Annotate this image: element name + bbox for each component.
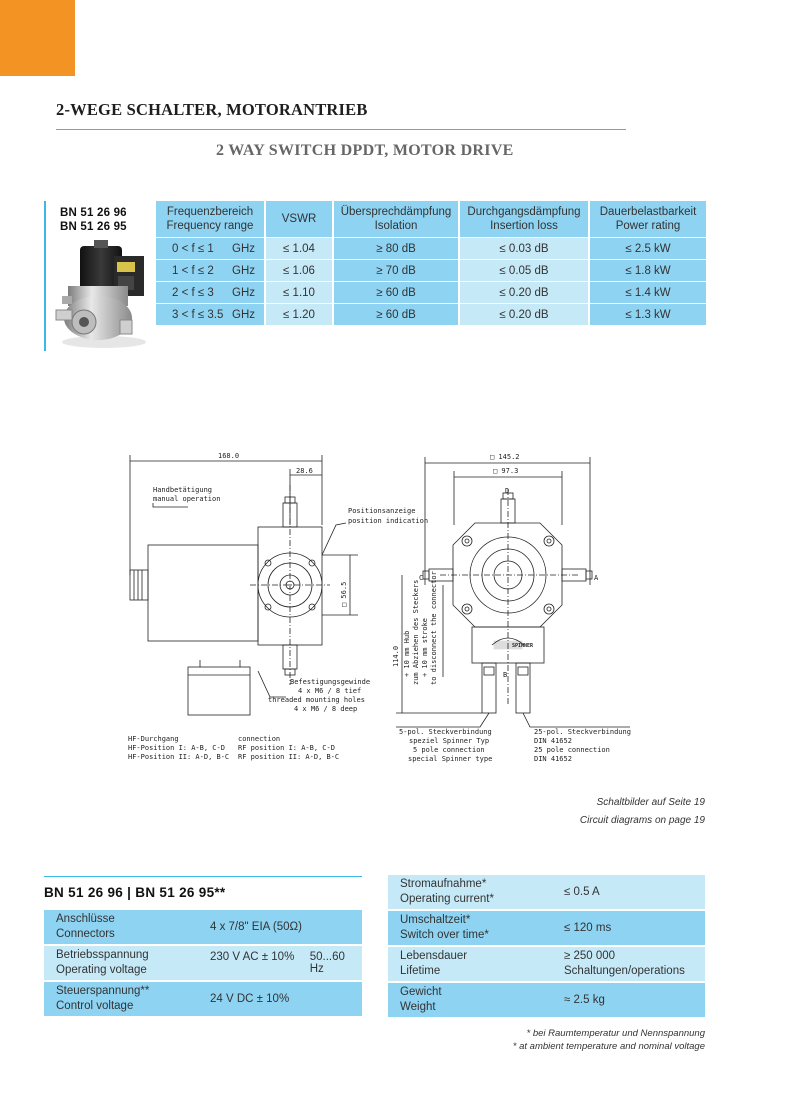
spec-key: Steuerspannung** Control voltage <box>56 985 150 1012</box>
label-mount-en2: 4 x M6 / 8 deep <box>294 705 358 713</box>
conn25-1: 25-pol. Steckverbindung <box>534 728 631 736</box>
vswr-cell: ≤ 1.06 <box>265 260 333 282</box>
stroke-de2: zum Abziehen des Steckers <box>412 579 420 685</box>
hf-de-1: HF-Durchgang <box>128 735 179 743</box>
conn25-2: DIN 41652 <box>534 737 572 745</box>
isolation-cell: ≥ 80 dB <box>333 238 459 260</box>
isolation-cell: ≥ 60 dB <box>333 282 459 304</box>
conn5-3: 5 pole connection <box>413 746 485 754</box>
spec-key: Stromaufnahme* Operating current* <box>400 878 494 905</box>
title-divider <box>56 129 626 130</box>
port-c: C <box>419 574 424 582</box>
spec-key: Lebensdauer Lifetime <box>400 950 468 977</box>
spec-row-lifetime <box>388 947 705 981</box>
label-pos-en: position indication <box>348 517 429 525</box>
product-photo <box>54 238 156 350</box>
port-a: A <box>594 574 599 582</box>
insertion-loss-cell: ≤ 0.20 dB <box>459 304 589 326</box>
bottom-model-title: BN 51 26 96 | BN 51 26 95** <box>44 885 226 900</box>
spec-key: Umschaltzeit* Switch over time* <box>400 914 489 941</box>
power-cell: ≤ 1.3 kW <box>589 304 706 326</box>
freq-cell: 3 < f ≤ 3.5 GHz <box>156 304 265 326</box>
port-b: B <box>503 671 508 679</box>
stroke-de1: + 10 mm Hub <box>403 630 411 677</box>
dim-168: 168.0 <box>218 452 240 460</box>
hf-de-3: HF-Position II: A-D, B-C <box>128 753 230 761</box>
page-title-de: 2-WEGE SCHALTER, MOTORANTRIEB <box>56 100 368 119</box>
caption-en: Circuit diagrams on page 19 <box>579 815 705 826</box>
spec-row-operating-voltage <box>44 946 362 980</box>
vswr-cell: ≤ 1.10 <box>265 282 333 304</box>
model-number-1: BN 51 26 96 <box>60 207 127 219</box>
spec-value: ≥ 250 000 Schaltungen/operations <box>564 950 685 977</box>
spinner-logo: SPINNER <box>512 643 534 649</box>
spec-key: Betriebsspannung Operating voltage <box>56 949 149 976</box>
vswr-cell: ≤ 1.20 <box>265 304 333 326</box>
product-side-bar <box>44 201 46 351</box>
conn5-2: speziel Spinner Typ <box>409 737 490 745</box>
spec-row <box>156 304 706 326</box>
spec-key: Anschlüsse Connectors <box>56 913 115 940</box>
model-number-2: BN 51 26 95 <box>60 221 127 233</box>
spec-row <box>156 282 706 304</box>
spec-row <box>156 238 706 260</box>
spec-value: ≤ 0.5 A <box>564 885 600 898</box>
isolation-cell: ≥ 60 dB <box>333 304 459 326</box>
hf-en-3: RF position II: A-D, B-C <box>238 753 340 761</box>
spec-row-current <box>388 875 705 909</box>
left-spec-table <box>44 910 362 1016</box>
dim-28: 28.6 <box>296 467 313 475</box>
header-power-rating: Dauerbelastbarkeit Power rating <box>589 201 706 238</box>
hf-en-2: RF position I: A-B, C-D <box>238 744 335 752</box>
stroke-en1: + 10 mm stroke <box>421 617 429 677</box>
vswr-cell: ≤ 1.04 <box>265 238 333 260</box>
label-hand-en: manual operation <box>153 495 221 503</box>
label-mount-en1: threaded mounting holes <box>268 696 365 704</box>
spec-row-control-voltage <box>44 982 362 1016</box>
conn5-4: special Spinner type <box>408 755 493 763</box>
power-cell: ≤ 1.8 kW <box>589 260 706 282</box>
dim-56: □ 56.5 <box>340 581 348 607</box>
header-vswr: VSWR <box>265 201 333 238</box>
label-pos-de: Positionsanzeige <box>348 507 416 515</box>
page-title-en: 2 WAY SWITCH DPDT, MOTOR DRIVE <box>216 142 514 159</box>
header-isolation: Übersprechdämpfung Isolation <box>333 201 459 238</box>
orange-corner-tab <box>0 0 75 76</box>
label-mount-de2: 4 x M6 / 8 tief <box>298 687 362 695</box>
spec-value: ≤ 120 ms <box>564 921 612 934</box>
stroke-en2: to disconnect the connector <box>430 571 438 685</box>
spec-key: Gewicht Weight <box>400 986 442 1013</box>
hf-en-1: connection <box>238 735 281 743</box>
spec-row-connectors <box>44 910 362 944</box>
conn25-3: 25 pole connection <box>534 746 610 754</box>
spec-value: ≈ 2.5 kg <box>564 993 605 1006</box>
spec-header-row <box>156 201 706 238</box>
label-mount-de1: Befestigungsgewinde <box>290 678 371 686</box>
specification-table <box>156 201 706 325</box>
spec-row <box>156 260 706 282</box>
spec-row-switch-time <box>388 911 705 945</box>
footnote-de: * bei Raumtemperatur und Nennspannung <box>526 1028 705 1039</box>
header-frequency: Frequenzbereich Frequency range <box>156 201 265 238</box>
isolation-cell: ≥ 70 dB <box>333 260 459 282</box>
technical-drawing <box>100 445 660 775</box>
conn25-4: DIN 41652 <box>534 755 572 763</box>
header-insertion-loss: Durchgangsdämpfung Insertion loss <box>459 201 589 238</box>
right-spec-table <box>388 875 705 1017</box>
spec-value: 230 V AC ± 10% 50...60 Hz <box>210 951 345 975</box>
port-d: D <box>505 487 510 495</box>
spec-value: 4 x 7/8" EIA (50Ω) <box>210 921 302 933</box>
label-hand-de: Handbetätigung <box>153 486 213 494</box>
conn5-1: 5-pol. Steckverbindung <box>399 728 492 736</box>
dim-145: □ 145.2 <box>490 453 520 461</box>
footnote-en: * at ambient temperature and nominal voltage <box>512 1041 705 1052</box>
hf-de-2: HF-Position I: A-B, C-D <box>128 744 225 752</box>
dim-114: 114.0 <box>392 645 400 667</box>
power-cell: ≤ 1.4 kW <box>589 282 706 304</box>
dim-97: □ 97.3 <box>493 467 519 475</box>
insertion-loss-cell: ≤ 0.20 dB <box>459 282 589 304</box>
spec-value: 24 V DC ± 10% <box>210 993 290 1005</box>
insertion-loss-cell: ≤ 0.03 dB <box>459 238 589 260</box>
bottom-title-divider <box>44 876 362 877</box>
power-cell: ≤ 2.5 kW <box>589 238 706 260</box>
caption-de: Schaltbilder auf Seite 19 <box>596 797 705 808</box>
freq-cell: 0 < f ≤ 1 GHz <box>156 238 265 260</box>
freq-cell: 1 < f ≤ 2 GHz <box>156 260 265 282</box>
spec-row-weight <box>388 983 705 1017</box>
insertion-loss-cell: ≤ 0.05 dB <box>459 260 589 282</box>
freq-cell: 2 < f ≤ 3 GHz <box>156 282 265 304</box>
